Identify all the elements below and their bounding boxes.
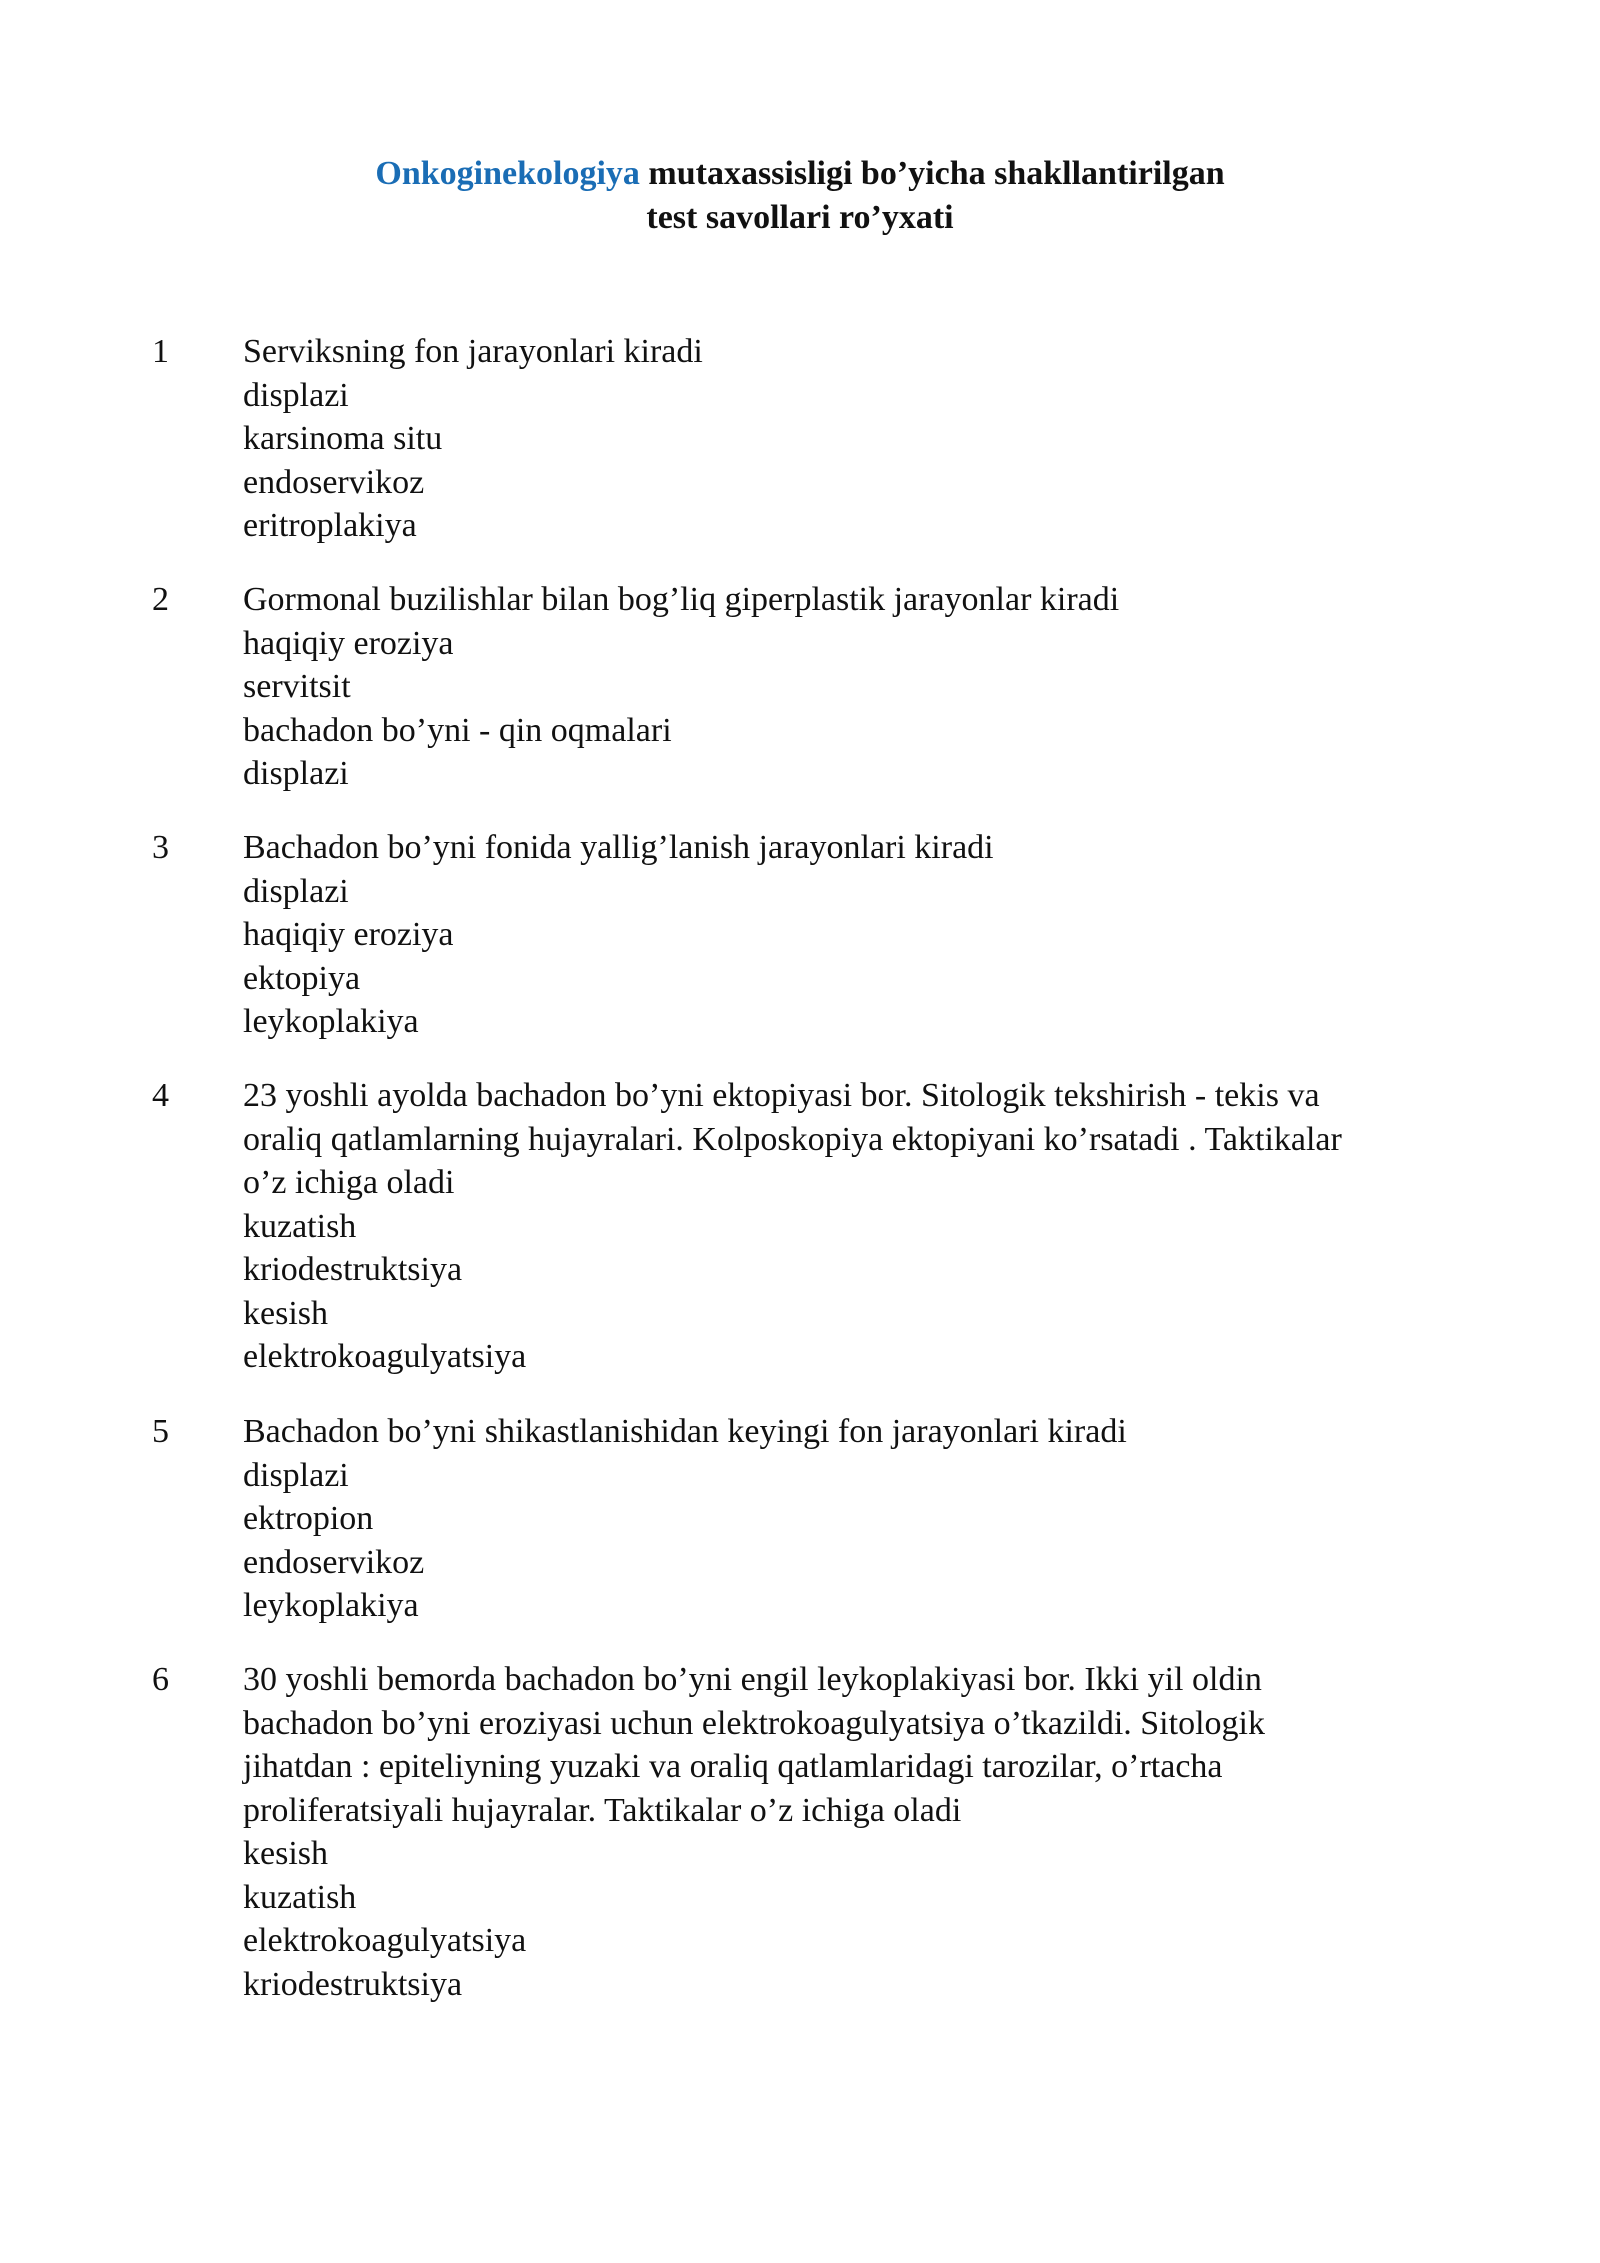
answer-option: kesish xyxy=(243,1835,328,1872)
document-title xyxy=(0,152,1600,196)
answer-option: ektopiya xyxy=(243,959,361,997)
answer-option: displazi xyxy=(243,755,349,792)
question-stem: oraliq qatlamlarning hujayralari. Kolposkopiya ektopiyani ko’rsatadi . Taktikalar xyxy=(243,1120,1342,1158)
question-stem: Bachadon bo’yni fonida yallig’lanish jarayonlari kiradi xyxy=(243,829,994,866)
question-stem: 30 yoshli bemorda bachadon bo’yni engil leykoplakiyasi bor. Ikki yil oldin xyxy=(243,1661,1262,1698)
question-number: 1 xyxy=(152,333,169,370)
title-rest-text: mutaxassisligi bo’yicha shakllantirilgan xyxy=(639,155,1225,192)
question-stem: proliferatsiyali hujayralar. Taktikalar o’z ichiga oladi xyxy=(243,1791,962,1829)
question-number: 3 xyxy=(152,829,169,866)
question-body xyxy=(243,826,1483,1044)
answer-option: leykoplakiya xyxy=(243,1003,419,1040)
answer-option: elektrokoagulyatsiya xyxy=(243,1338,527,1375)
question-stem: Gormonal buzilishlar bilan bog’liq giperplastik jarayonlar kiradi xyxy=(243,581,1120,618)
answer-option: bachadon bo’yni - qin oqmalari xyxy=(243,711,672,749)
document-subtitle: test savollari ro’yxati xyxy=(646,199,954,236)
question-stem: 23 yoshli ayolda bachadon bo’yni ektopiyasi bor. Sitologik tekshirish - tekis va xyxy=(243,1077,1320,1114)
title-accent-text: Onkoginekologiya xyxy=(375,155,640,192)
question-stem: o’z ichiga oladi xyxy=(243,1164,455,1201)
question-body xyxy=(243,1658,1483,2006)
answer-option: eritroplakiya xyxy=(243,507,417,544)
question-number: 5 xyxy=(152,1413,169,1450)
question-stem: Bachadon bo’yni shikastlanishidan keyingi fon jarayonlari kiradi xyxy=(243,1413,1127,1450)
question-stem: bachadon bo’yni eroziyasi uchun elektrokoagulyatsiya o’tkazildi. Sitologik xyxy=(243,1704,1265,1742)
answer-option: ektropion xyxy=(243,1500,374,1537)
answer-option: kuzatish xyxy=(243,1207,357,1245)
question-number: 6 xyxy=(152,1661,169,1698)
answer-option: endoservikoz xyxy=(243,1543,425,1581)
question-stem: jihatdan : epiteliyning yuzaki va oraliq qatlamlaridagi tarozilar, o’rtacha xyxy=(243,1748,1223,1785)
question-body xyxy=(243,330,1483,548)
answer-option: kriodestruktsiya xyxy=(243,1965,463,2003)
question-body xyxy=(243,1074,1483,1379)
question-body xyxy=(243,578,1483,796)
question-number: 4 xyxy=(152,1077,169,1114)
answer-option: endoservikoz xyxy=(243,463,425,501)
answer-option: kriodestruktsiya xyxy=(243,1251,463,1288)
answer-option: haqiqiy eroziya xyxy=(243,624,454,662)
answer-option: karsinoma situ xyxy=(243,420,443,457)
answer-option: displazi xyxy=(243,376,349,414)
question-stem: Serviksning fon jarayonlari kiradi xyxy=(243,333,703,370)
answer-option: haqiqiy eroziya xyxy=(243,916,454,953)
answer-option: elektrokoagulyatsiya xyxy=(243,1922,527,1959)
answer-option: servitsit xyxy=(243,668,351,705)
answer-option: leykoplakiya xyxy=(243,1587,419,1624)
answer-option: displazi xyxy=(243,872,349,910)
question-number: 2 xyxy=(152,581,169,618)
answer-option: kuzatish xyxy=(243,1878,357,1916)
answer-option: displazi xyxy=(243,1456,349,1494)
answer-option: kesish xyxy=(243,1294,328,1332)
question-body xyxy=(243,1410,1483,1628)
